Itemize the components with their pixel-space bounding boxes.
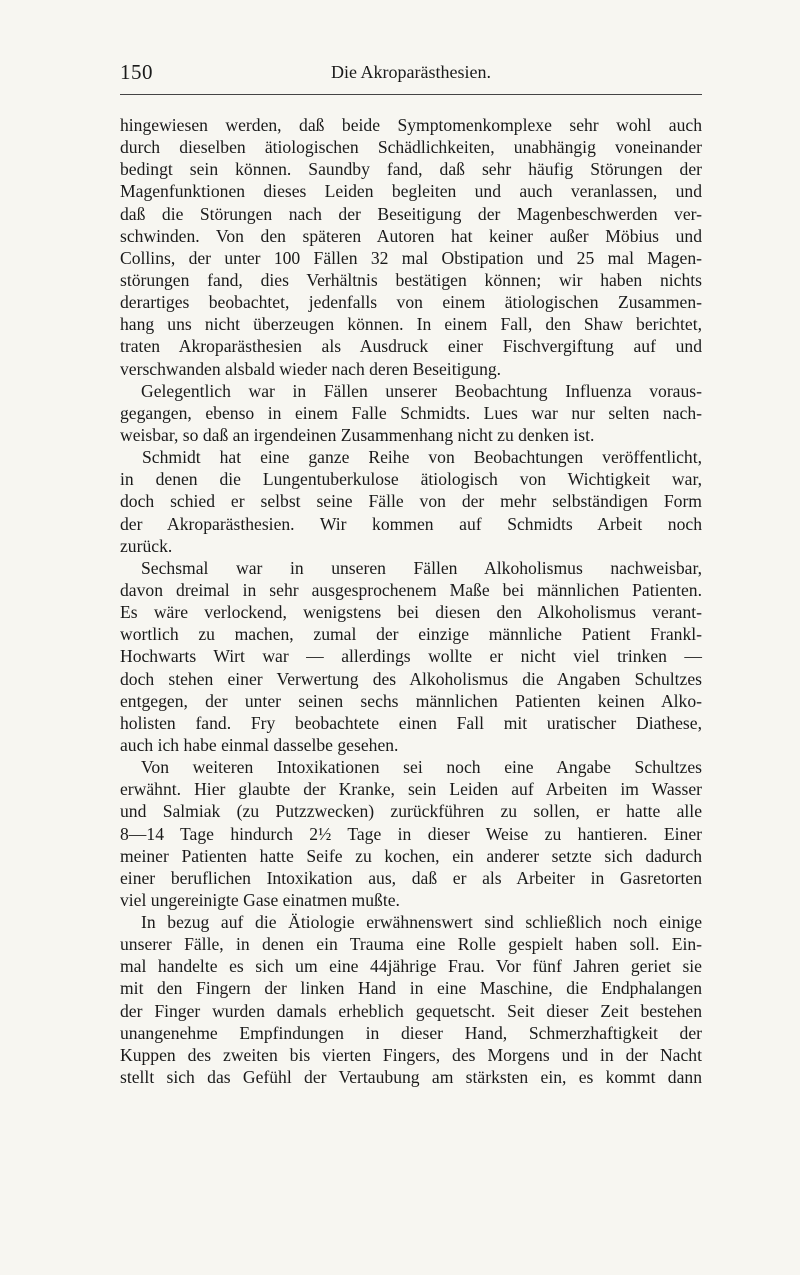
text-line: Gelegentlich war in Fällen unserer Beobachtung Influenza voraus-	[141, 380, 702, 401]
text-line: meiner Patienten hatte Seife zu kochen, ein anderer setzte sich dadurch	[120, 845, 702, 866]
text-line: 8—14 Tage hindurch 2½ Tage in dieser Weise zu hantieren. Einer	[120, 823, 702, 844]
text-line: entgegen, der unter seinen sechs männlichen Patienten keinen Alko-	[120, 690, 702, 711]
text-line: Schmidt hat eine ganze Reihe von Beobachtungen veröffentlicht,	[142, 447, 702, 468]
text-line: viel ungereinigte Gase einatmen mußte.	[120, 889, 400, 910]
text-line: Hochwarts Wirt war — allerdings wollte er nicht viel trinken —	[120, 646, 702, 667]
text-line: Collins, der unter 100 Fällen 32 mal Obstipation und 25 mal Magen-	[120, 247, 702, 268]
text-line: In bezug auf die Ätiologie erwähnenswert sind schließlich noch einige	[141, 912, 702, 933]
text-line: davon dreimal in sehr ausgesprochenem Maße bei männlichen Patienten.	[120, 579, 702, 600]
header-rule	[120, 94, 702, 95]
text-line: durch dieselben ätiologischen Schädlichkeiten, unabhängig voneinander	[120, 137, 702, 158]
text-line: derartiges beobachtet, jedenfalls von einem ätiologischen Zusammen-	[120, 292, 702, 313]
text-line: Es wäre verlockend, wenigstens bei diesen den Alkoholismus verant-	[120, 602, 702, 623]
text-line: mal handelte es sich um eine 44jährige Frau. Vor fünf Jahren geriet sie	[120, 956, 702, 977]
text-line: erwähnt. Hier glaubte der Kranke, sein Leiden auf Arbeiten im Wasser	[120, 779, 702, 800]
text-line: Von weiteren Intoxikationen sei noch eine Angabe Schultzes	[141, 757, 702, 778]
text-line: Sechsmal war in unseren Fällen Alkoholismus nachweisbar,	[141, 557, 702, 578]
text-line: holisten fand. Fry beobachtete einen Fall mit uratischer Diathese,	[120, 712, 702, 733]
text-line: verschwanden alsbald wieder nach deren Beseitigung.	[120, 358, 502, 379]
running-title: Die Akroparästhesien.	[331, 62, 491, 82]
text-line: und Salmiak (zu Putzzwecken) zurückführen zu sollen, er hatte alle	[120, 801, 702, 822]
text-line: hang uns nicht überzeugen können. In einem Fall, den Shaw berichtet,	[120, 314, 702, 335]
text-line: in denen die Lungentuberkulose ätiologisch von Wichtigkeit war,	[120, 469, 702, 490]
text-line: auch ich habe einmal dasselbe gesehen.	[120, 734, 399, 755]
page-number: 150	[120, 60, 153, 84]
text-line: der Finger wurden damals erheblich gequetscht. Seit dieser Zeit bestehen	[120, 1000, 702, 1021]
text-line: einer beruflichen Intoxikation aus, daß er als Arbeiter in Gasretorten	[120, 867, 702, 888]
text-line: Magenfunktionen dieses Leiden begleiten und auch veranlassen, und	[120, 181, 702, 202]
text-line: bedingt sein können. Saundby fand, daß sehr häufig Störungen der	[120, 159, 702, 180]
text-line: daß die Störungen nach der Beseitigung der Magenbeschwerden ver-	[120, 203, 702, 224]
text-line: traten Akroparästhesien als Ausdruck einer Fischvergiftung auf und	[120, 336, 702, 357]
text-line: mit den Fingern der linken Hand in eine Maschine, die Endphalangen	[120, 978, 702, 999]
text-line: zurück.	[120, 535, 173, 556]
text-line: schwinden. Von den späteren Autoren hat keiner außer Möbius und	[120, 225, 702, 246]
text-line: Kuppen des zweiten bis vierten Fingers, des Morgens und in der Nacht	[120, 1044, 702, 1065]
text-line: störungen fand, dies Verhältnis bestätigen können; wir haben nichts	[120, 269, 702, 290]
text-line: unserer Fälle, in denen ein Trauma eine Rolle gespielt haben soll. Ein-	[120, 934, 702, 955]
text-line: stellt sich das Gefühl der Vertaubung am stärksten ein, es kommt dann	[120, 1067, 702, 1088]
text-line: hingewiesen werden, daß beide Symptomenkomplexe sehr wohl auch	[120, 115, 702, 135]
text-line: weisbar, so daß an irgendeinen Zusammenhang nicht zu denken ist.	[120, 424, 595, 445]
page-header	[120, 60, 702, 90]
text-line: doch stehen einer Verwertung des Alkoholismus die Angaben Schultzes	[120, 668, 702, 689]
text-line: wortlich zu machen, zumal der einzige männliche Patient Frankl-	[120, 624, 702, 645]
text-line: gegangen, ebenso in einem Falle Schmidts. Lues war nur selten nach-	[120, 402, 702, 423]
body-text	[120, 114, 702, 1088]
text-line: der Akroparästhesien. Wir kommen auf Schmidts Arbeit noch	[120, 513, 702, 534]
text-line: doch schied er selbst seine Fälle von der mehr selbständigen Form	[120, 491, 702, 512]
text-line: unangenehme Empfindungen in dieser Hand, Schmerzhaftigkeit der	[120, 1022, 702, 1043]
